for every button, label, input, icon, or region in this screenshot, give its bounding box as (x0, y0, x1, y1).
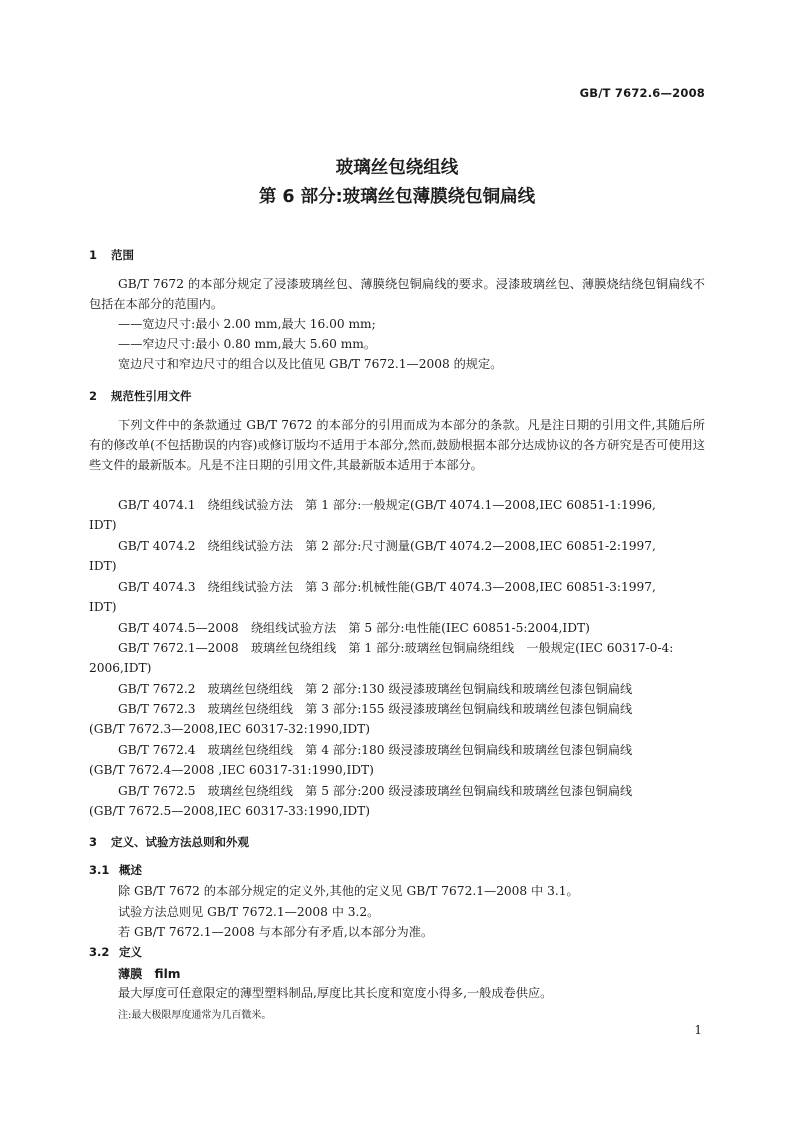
note: 注:最大极限厚度通常为几百微米。 (118, 1010, 272, 1021)
reference-item (89, 536, 705, 576)
section-1-heading (89, 247, 134, 263)
reference-text: GB/T 7672.2 玻璃丝包绕组线 第 2 部分:130 级浸漆玻璃丝包铜扁线和玻璃丝包漆包铜扁线 (118, 682, 633, 696)
paragraph-line: 若 GB/T 7672.1—2008 与本部分有矛盾,以本部分为准。 (118, 925, 434, 939)
reference-item (89, 781, 705, 821)
section-title: 范围 (111, 248, 134, 262)
reference-item (89, 679, 705, 699)
list-item: ——宽边尺寸:最小 2.00 mm,最大 16.00 mm; (118, 317, 376, 331)
reference-text: GB/T 4074.3 绕组线试验方法 第 3 部分:机械性能(GB/T 4074.3—2008,IEC 60851-3:1997, (118, 580, 656, 594)
term-definition: 最大厚度可任意限定的薄型塑料制品,厚度比其长度和宽度小得多,一般成卷供应。 (118, 986, 553, 1000)
section-number: 3 (89, 835, 98, 849)
reference-text-cont: IDT) (89, 559, 117, 573)
term-entry: 薄膜 film (118, 967, 181, 981)
reference-text: GB/T 4074.2 绕组线试验方法 第 2 部分:尺寸测量(GB/T 4074.2—2008,IEC 60851-2:1997, (118, 539, 656, 553)
section-2-heading (89, 388, 192, 404)
paragraph-line: 除 GB/T 7672 的本部分规定的定义外,其他的定义见 GB/T 7672.1—2008 中 3.1。 (118, 884, 579, 898)
subsection-3-2-heading (89, 944, 142, 960)
reference-text: GB/T 7672.1—2008 玻璃丝包绕组线 第 1 部分:玻璃丝包铜扁绕组线 一般规定(IEC 60317-0-4: (118, 641, 674, 655)
reference-item (89, 699, 705, 739)
reference-text-cont: (GB/T 7672.5—2008,IEC 60317-33:1990,IDT) (89, 804, 371, 818)
reference-text: GB/T 7672.4 玻璃丝包绕组线 第 4 部分:180 级浸漆玻璃丝包铜扁线和玻璃丝包漆包铜扁线 (118, 743, 633, 757)
standard-code: GB/T 7672.6—2008 (579, 86, 705, 100)
section-number: 1 (89, 248, 98, 262)
list-item: ——窄边尺寸:最小 0.80 mm,最大 5.60 mm。 (118, 337, 377, 351)
reference-item (89, 638, 705, 678)
subsection-title: 概述 (119, 863, 142, 877)
section-1-paragraph: GB/T 7672 的本部分规定了浸漆玻璃丝包、薄膜绕包铜扁线的要求。浸漆玻璃丝包、薄膜烧结绕包铜扁线不包括在本部分的范围内。 (89, 277, 705, 311)
subsection-number: 3.1 (89, 863, 110, 877)
reference-text-cont: 2006,IDT) (89, 661, 152, 675)
section-2-intro: 下列文件中的条款通过 GB/T 7672 的本部分的引用而成为本部分的条款。凡是注日期的引用文件,其随后所有的修改单(不包括勘误的内容)或修订版均不适用于本部分,然而,鼓励根据本部分达成协议的各方研究是否可使用这些文件的最新版本。凡是不注日期的引用文件,其最新版本适用于本部分。 (89, 418, 705, 472)
paragraph-line: 试验方法总则见 GB/T 7672.1—2008 中 3.2。 (118, 905, 380, 919)
reference-item (89, 618, 705, 638)
page-number: 1 (694, 1023, 702, 1037)
section-3-heading (89, 834, 249, 850)
subsection-title: 定义 (119, 945, 142, 959)
reference-text-cont: IDT) (89, 518, 117, 532)
reference-text: GB/T 7672.3 玻璃丝包绕组线 第 3 部分:155 级浸漆玻璃丝包铜扁线和玻璃丝包漆包铜扁线 (118, 702, 633, 716)
section-title: 定义、试验方法总则和外观 (111, 835, 249, 849)
subsection-number: 3.2 (89, 945, 110, 959)
reference-text: GB/T 7672.5 玻璃丝包绕组线 第 5 部分:200 级浸漆玻璃丝包铜扁线和玻璃丝包漆包铜扁线 (118, 784, 633, 798)
reference-text: GB/T 4074.1 绕组线试验方法 第 1 部分:一般规定(GB/T 4074.1—2008,IEC 60851-1:1996, (118, 498, 656, 512)
section-number: 2 (89, 389, 98, 403)
reference-item (89, 495, 705, 535)
reference-text-cont: (GB/T 7672.4—2008 ,IEC 60317-31:1990,IDT) (89, 763, 374, 777)
reference-text-cont: IDT) (89, 600, 117, 614)
subsection-3-1-heading (89, 862, 142, 878)
reference-item (89, 577, 705, 617)
document-subtitle: 第 6 部分:玻璃丝包薄膜绕包铜扁线 (258, 187, 536, 207)
document-title: 玻璃丝包绕组线 (335, 158, 459, 178)
reference-text-cont: (GB/T 7672.3—2008,IEC 60317-32:1990,IDT) (89, 722, 371, 736)
section-title: 规范性引用文件 (111, 389, 192, 403)
reference-item (89, 740, 705, 780)
section-1-paragraph: 宽边尺寸和窄边尺寸的组合以及比值见 GB/T 7672.1—2008 的规定。 (118, 357, 503, 371)
reference-text: GB/T 4074.5—2008 绕组线试验方法 第 5 部分:电性能(IEC 60851-5:2004,IDT) (118, 621, 590, 635)
